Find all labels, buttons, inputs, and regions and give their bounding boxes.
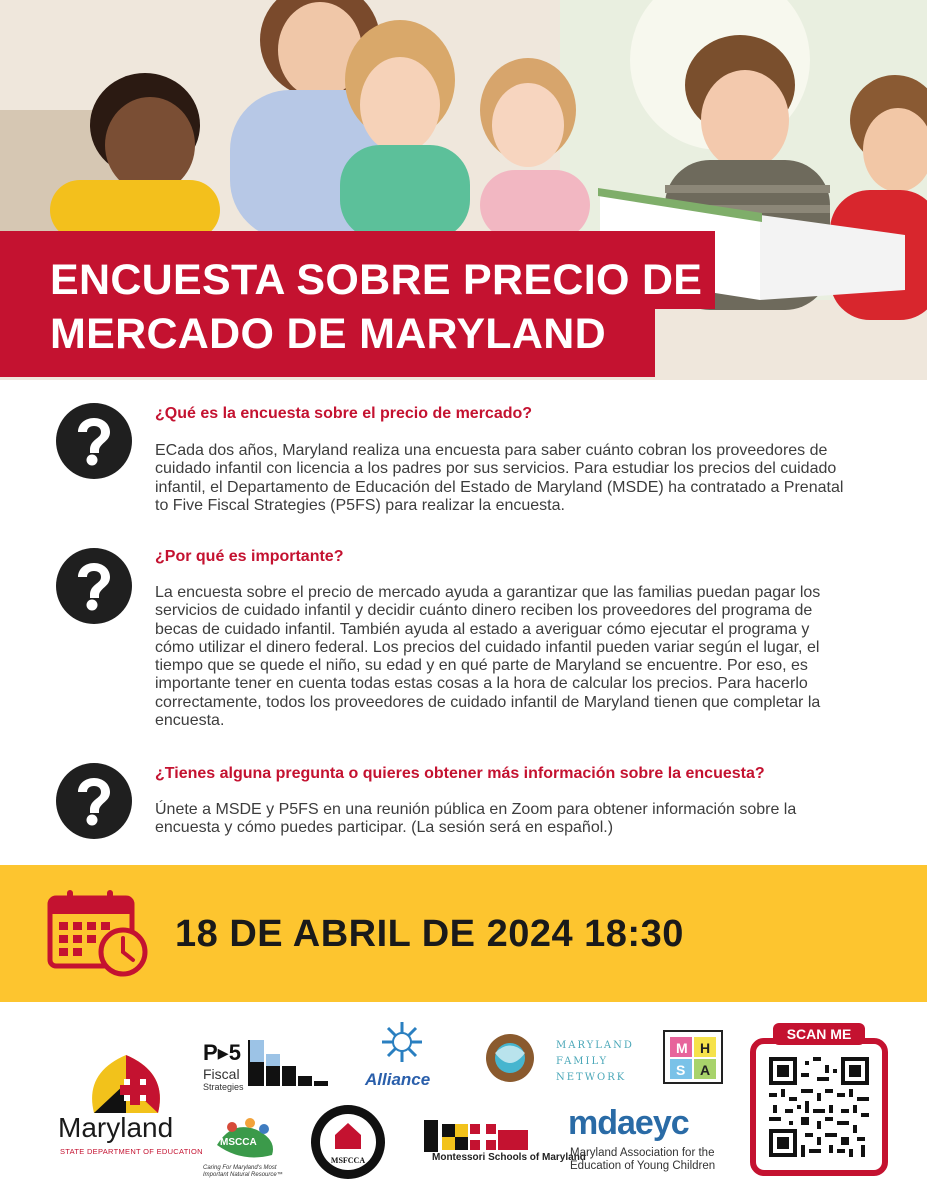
mdaeyc-subtitle — [570, 1147, 715, 1173]
mdaeyc-sub-line: Education of Young Children — [570, 1160, 716, 1172]
scan-me-label: SCAN ME — [773, 1023, 865, 1045]
mfn-line: MARYLAND — [556, 1040, 634, 1051]
maryland-flag-logo — [84, 1053, 168, 1115]
maryland-wordmark: Maryland — [58, 1112, 174, 1143]
section-body: Únete a MSDE y P5FS en una reunión pública en Zoom para obtener información sobre la encuesta y cómo puedes participar. (La sesión será en español.) — [155, 801, 797, 837]
p5-bar-graphic — [248, 1040, 330, 1086]
mdaeyc-wordmark: mdaeyc — [568, 1104, 689, 1142]
msfcca-seal-logo — [309, 1103, 387, 1181]
msm-text: Montessori Schools of Maryland — [432, 1152, 586, 1163]
svg-text:MSFCCA: MSFCCA — [330, 1156, 366, 1165]
alliance-wordmark: Alliance — [365, 1070, 431, 1089]
svg-text:A: A — [700, 1062, 711, 1078]
svg-text:MSCCA: MSCCA — [220, 1137, 257, 1148]
event-datetime: 18 DE ABRIL DE 2024 18:30 — [175, 913, 684, 955]
section-heading: ¿Por qué es importante? — [155, 548, 344, 565]
p5-strategies-text: Strategies — [203, 1082, 244, 1092]
msm-flag-logo — [424, 1120, 530, 1152]
qr-code[interactable] — [769, 1057, 869, 1157]
p5-fiscal-text: Fiscal — [203, 1066, 240, 1082]
svg-text:S: S — [676, 1062, 686, 1078]
title-line-2: MERCADO DE MARYLAND — [50, 310, 606, 358]
maryland-family-network-text — [556, 1038, 634, 1086]
question-icon — [56, 763, 132, 839]
mfn-line: FAMILY — [556, 1056, 609, 1067]
svg-text:H: H — [700, 1040, 711, 1056]
section-body: ECada dos años, Maryland realiza una encuesta para saber cuánto cobran los proveedores de cuidado infantil con licencia a los padres por sus servicios. Para estudiar los precios del cuidado infantil, el Departamento de Educación del Estado de Maryland (MSDE) ha contratado a Prenatal to Five Fiscal Strategies (P5FS) para realizar la encuesta. — [155, 442, 844, 514]
section-heading: ¿Tienes alguna pregunta o quieres obtener más información sobre la encuesta? — [155, 765, 765, 782]
calendar-clock-icon — [47, 888, 149, 978]
hero-photo — [0, 0, 927, 380]
title-line-1: ENCUESTA SOBRE PRECIO DE — [50, 256, 703, 304]
section-body: La encuesta sobre el precio de mercado ayuda a garantizar que las familias puedan pagar los servicios de cuidado infantil y decidir cuánto dinero reciben los proveedores del programa de becas de cuidado infantil. También ayuda al estado a averiguar cómo ejecutar el programa y cómo utilizar el dinero federal. Los precios del cuidado infantil pueden variar según el lugar, el tiempo que se quede el niño, su edad y en qué parte de Maryland se encuentre. Por eso, es importante tener en cuenta todas estas cosas a la hora de calcular los precios. Para hacerlo correctamente, todos los proveedores de cuidado infantil de Maryland tienen que completar la encuesta. — [155, 584, 821, 730]
head-start-association-logo — [654, 1023, 732, 1087]
alliance-starburst-logo — [380, 1020, 424, 1064]
question-icon — [56, 548, 132, 624]
family-network-heart-logo — [485, 1033, 535, 1083]
svg-text:M: M — [676, 1040, 688, 1056]
question-icon — [56, 403, 132, 479]
msde-subtitle: STATE DEPARTMENT OF EDUCATION — [60, 1147, 203, 1156]
section-heading: ¿Qué es la encuesta sobre el precio de mercado? — [155, 405, 533, 422]
mdaeyc-sub-line: Maryland Association for the — [570, 1147, 715, 1159]
mfn-line: NETWORK — [556, 1072, 627, 1083]
mscca-caption: Caring For Maryland's Most Important Natural Resource™ — [203, 1165, 283, 1178]
page-title — [50, 253, 702, 361]
mscca-logo — [212, 1115, 282, 1163]
p5-logo-mark: P▸5 — [203, 1040, 241, 1065]
